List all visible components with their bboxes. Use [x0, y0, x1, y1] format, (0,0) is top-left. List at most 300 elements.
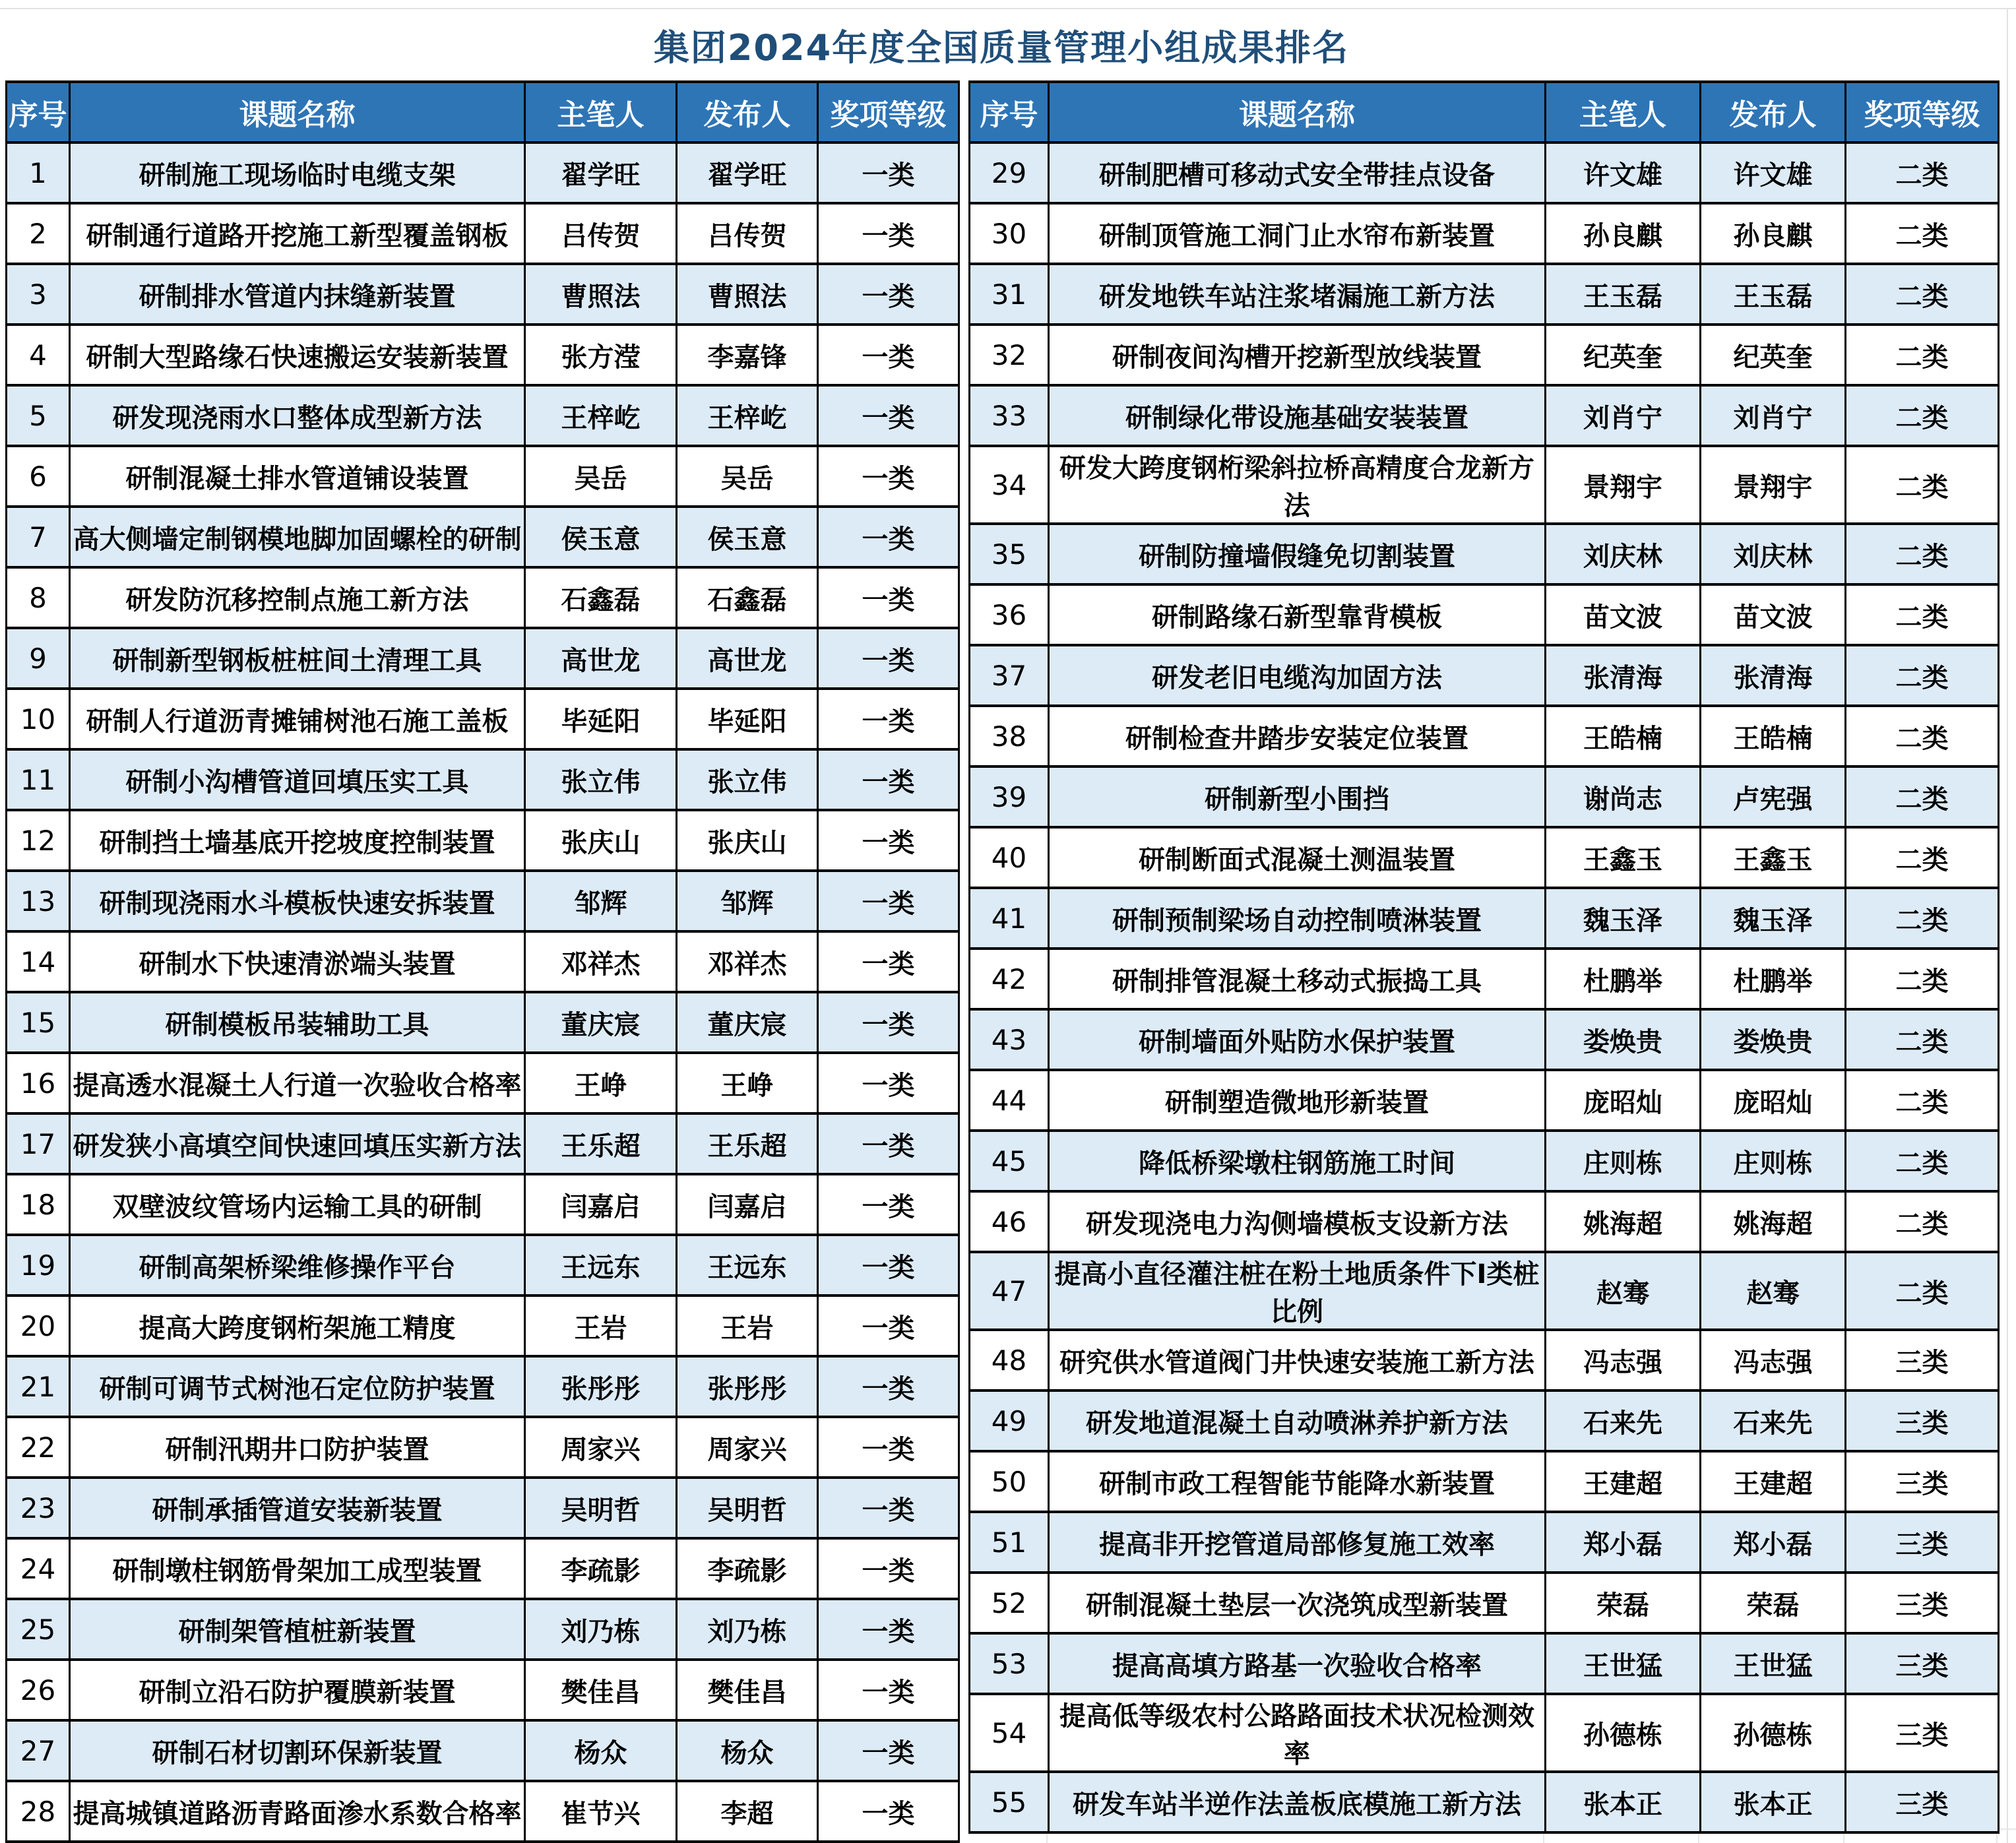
author-cell: 张立伟	[525, 749, 677, 810]
award-cell: 二类	[1846, 706, 1999, 766]
publisher-cell: 李嘉锋	[677, 325, 818, 385]
table-row	[7, 264, 959, 325]
author-cell: 王皓楠	[1546, 706, 1701, 766]
column-header-no: 序号	[970, 82, 1049, 142]
row-no-cell: 22	[7, 1417, 70, 1478]
award-cell: 一类	[818, 689, 959, 749]
row-no-cell: 14	[7, 931, 70, 992]
topic-cell: 研制路缘石新型靠背模板	[1049, 584, 1546, 645]
row-no-cell: 20	[7, 1296, 70, 1356]
row-no-cell: 25	[7, 1599, 70, 1660]
table-row	[7, 385, 959, 446]
row-no-cell: 31	[970, 264, 1049, 325]
publisher-cell: 孙德栋	[1701, 1694, 1846, 1772]
award-cell: 二类	[1846, 645, 1999, 706]
award-cell: 三类	[1846, 1390, 1999, 1451]
row-no-cell: 40	[970, 827, 1049, 888]
publisher-cell: 王建超	[1701, 1451, 1846, 1512]
table-row	[970, 949, 1999, 1009]
publisher-cell: 庞昭灿	[1701, 1070, 1846, 1131]
topic-cell: 研制高架桥梁维修操作平台	[70, 1235, 525, 1296]
table-row	[970, 1512, 1999, 1573]
author-cell: 翟学旺	[525, 142, 677, 203]
publisher-cell: 李疏影	[677, 1538, 818, 1599]
column-header-award: 奖项等级	[1846, 82, 1999, 142]
topic-cell: 研发车站半逆作法盖板底模施工新方法	[1049, 1772, 1546, 1832]
award-cell: 二类	[1846, 888, 1999, 949]
table-row	[7, 1478, 959, 1538]
topic-cell: 双壁波纹管场内运输工具的研制	[70, 1174, 525, 1235]
author-cell: 石来先	[1546, 1390, 1701, 1451]
award-cell: 一类	[818, 507, 959, 567]
topic-cell: 研制断面式混凝土测温装置	[1049, 827, 1546, 888]
award-cell: 二类	[1846, 1131, 1999, 1191]
author-cell: 吕传贺	[525, 203, 677, 264]
award-cell: 一类	[818, 1356, 959, 1417]
table-row	[7, 507, 959, 567]
row-no-cell: 16	[7, 1053, 70, 1113]
publisher-cell: 王鑫玉	[1701, 827, 1846, 888]
topic-cell: 研制架管植桩新装置	[70, 1599, 525, 1660]
topic-cell: 研制石材切割环保新装置	[70, 1720, 525, 1781]
author-cell: 崔节兴	[525, 1781, 677, 1842]
publisher-cell: 毕延阳	[677, 689, 818, 749]
row-no-cell: 24	[7, 1538, 70, 1599]
row-no-cell: 12	[7, 810, 70, 871]
award-cell: 三类	[1846, 1451, 1999, 1512]
author-cell: 姚海超	[1546, 1191, 1701, 1252]
award-cell: 一类	[818, 1660, 959, 1720]
author-cell: 曹照法	[525, 264, 677, 325]
row-no-cell: 26	[7, 1660, 70, 1720]
author-cell: 孙德栋	[1546, 1694, 1701, 1772]
publisher-cell: 杨众	[677, 1720, 818, 1781]
topic-cell: 研制承插管道安装新装置	[70, 1478, 525, 1538]
award-cell: 一类	[818, 1478, 959, 1538]
table-row	[970, 1772, 1999, 1832]
table-row	[7, 1113, 959, 1174]
author-cell: 周家兴	[525, 1417, 677, 1478]
table-row	[970, 1191, 1999, 1252]
award-cell: 二类	[1846, 1070, 1999, 1131]
table-row	[7, 446, 959, 507]
publisher-cell: 周家兴	[677, 1417, 818, 1478]
row-no-cell: 30	[970, 203, 1049, 264]
table-row	[7, 1296, 959, 1356]
award-cell: 一类	[818, 446, 959, 507]
author-cell: 魏玉泽	[1546, 888, 1701, 949]
table-row	[970, 827, 1999, 888]
topic-cell: 提高城镇道路沥青路面渗水系数合格率	[70, 1781, 525, 1842]
award-cell: 二类	[1846, 446, 1999, 524]
table-row	[970, 524, 1999, 584]
publisher-cell: 董庆宸	[677, 992, 818, 1053]
topic-cell: 研制防撞墙假缝免切割装置	[1049, 524, 1546, 584]
author-cell: 李疏影	[525, 1538, 677, 1599]
row-no-cell: 9	[7, 628, 70, 689]
author-cell: 刘乃栋	[525, 1599, 677, 1660]
table-row	[970, 1009, 1999, 1070]
topic-cell: 提高低等级农村公路路面技术状况检测效率	[1049, 1694, 1546, 1772]
author-cell: 邹辉	[525, 871, 677, 931]
row-no-cell: 34	[970, 446, 1049, 524]
table-row	[7, 749, 959, 810]
table-row	[970, 1131, 1999, 1191]
publisher-cell: 吕传贺	[677, 203, 818, 264]
column-header-publisher: 发布人	[1701, 82, 1846, 142]
topic-cell: 研制水下快速清淤端头装置	[70, 931, 525, 992]
publisher-cell: 刘肖宁	[1701, 385, 1846, 446]
award-cell: 一类	[818, 264, 959, 325]
topic-cell: 研制检查井踏步安装定位装置	[1049, 706, 1546, 766]
column-header-topic: 课题名称	[70, 82, 525, 142]
row-no-cell: 48	[970, 1330, 1049, 1390]
table-row	[970, 584, 1999, 645]
author-cell: 邓祥杰	[525, 931, 677, 992]
row-no-cell: 36	[970, 584, 1049, 645]
publisher-cell: 卢宪强	[1701, 766, 1846, 827]
topic-cell: 研发现浇雨水口整体成型新方法	[70, 385, 525, 446]
row-no-cell: 6	[7, 446, 70, 507]
publisher-cell: 景翔宇	[1701, 446, 1846, 524]
award-cell: 三类	[1846, 1573, 1999, 1633]
table-row	[970, 1070, 1999, 1131]
right-table-body	[970, 142, 1999, 1832]
table-row	[970, 888, 1999, 949]
publisher-cell: 翟学旺	[677, 142, 818, 203]
table-row	[7, 689, 959, 749]
publisher-cell: 吴岳	[677, 446, 818, 507]
author-cell: 侯玉意	[525, 507, 677, 567]
author-cell: 高世龙	[525, 628, 677, 689]
row-no-cell: 32	[970, 325, 1049, 385]
row-no-cell: 18	[7, 1174, 70, 1235]
author-cell: 张彤彤	[525, 1356, 677, 1417]
award-cell: 三类	[1846, 1694, 1999, 1772]
row-no-cell: 50	[970, 1451, 1049, 1512]
publisher-cell: 魏玉泽	[1701, 888, 1846, 949]
table-row	[7, 142, 959, 203]
topic-cell: 研制绿化带设施基础安装装置	[1049, 385, 1546, 446]
publisher-cell: 孙良麒	[1701, 203, 1846, 264]
award-cell: 二类	[1846, 203, 1999, 264]
award-cell: 一类	[818, 385, 959, 446]
publisher-cell: 刘庆林	[1701, 524, 1846, 584]
award-cell: 一类	[818, 1720, 959, 1781]
award-cell: 一类	[818, 931, 959, 992]
award-cell: 一类	[818, 1538, 959, 1599]
publisher-cell: 王玉磊	[1701, 264, 1846, 325]
award-cell: 一类	[818, 567, 959, 628]
table-row	[970, 264, 1999, 325]
topic-cell: 提高高填方路基一次验收合格率	[1049, 1633, 1546, 1694]
author-cell: 赵骞	[1546, 1252, 1701, 1330]
publisher-cell: 张本正	[1701, 1772, 1846, 1832]
row-no-cell: 53	[970, 1633, 1049, 1694]
publisher-cell: 苗文波	[1701, 584, 1846, 645]
publisher-cell: 冯志强	[1701, 1330, 1846, 1390]
excel-gridline-top	[0, 8, 2016, 9]
table-row	[970, 203, 1999, 264]
topic-cell: 研发地铁车站注浆堵漏施工新方法	[1049, 264, 1546, 325]
author-cell: 许文雄	[1546, 142, 1701, 203]
author-cell: 王乐超	[525, 1113, 677, 1174]
row-no-cell: 23	[7, 1478, 70, 1538]
publisher-cell: 姚海超	[1701, 1191, 1846, 1252]
topic-cell: 研制墙面外贴防水保护装置	[1049, 1009, 1546, 1070]
award-cell: 二类	[1846, 264, 1999, 325]
topic-cell: 研制夜间沟槽开挖新型放线装置	[1049, 325, 1546, 385]
topic-cell: 研发老旧电缆沟加固方法	[1049, 645, 1546, 706]
publisher-cell: 许文雄	[1701, 142, 1846, 203]
award-cell: 一类	[818, 142, 959, 203]
topic-cell: 研制挡土墙基底开挖坡度控制装置	[70, 810, 525, 871]
publisher-cell: 赵骞	[1701, 1252, 1846, 1330]
table-row	[970, 766, 1999, 827]
row-no-cell: 35	[970, 524, 1049, 584]
topic-cell: 研发狭小高填空间快速回填压实新方法	[70, 1113, 525, 1174]
award-cell: 二类	[1846, 385, 1999, 446]
row-no-cell: 8	[7, 567, 70, 628]
table-row	[7, 1174, 959, 1235]
award-cell: 二类	[1846, 827, 1999, 888]
author-cell: 杜鹏举	[1546, 949, 1701, 1009]
row-no-cell: 7	[7, 507, 70, 567]
author-cell: 王岩	[525, 1296, 677, 1356]
table-row	[970, 1390, 1999, 1451]
award-cell: 一类	[818, 1781, 959, 1842]
table-row	[970, 385, 1999, 446]
award-cell: 一类	[818, 1053, 959, 1113]
left-table-body	[7, 142, 959, 1842]
row-no-cell: 28	[7, 1781, 70, 1842]
column-header-award: 奖项等级	[818, 82, 959, 142]
topic-cell: 提高透水混凝土人行道一次验收合格率	[70, 1053, 525, 1113]
award-cell: 一类	[818, 325, 959, 385]
table-row	[970, 1451, 1999, 1512]
author-cell: 杨众	[525, 1720, 677, 1781]
award-cell: 一类	[818, 1113, 959, 1174]
row-no-cell: 33	[970, 385, 1049, 446]
award-cell: 一类	[818, 203, 959, 264]
table-row	[970, 325, 1999, 385]
table-row	[7, 325, 959, 385]
publisher-cell: 樊佳昌	[677, 1660, 818, 1720]
topic-cell: 研制模板吊装辅助工具	[70, 992, 525, 1053]
publisher-cell: 张立伟	[677, 749, 818, 810]
award-cell: 二类	[1846, 766, 1999, 827]
topic-cell: 研制小沟槽管道回填压实工具	[70, 749, 525, 810]
row-no-cell: 55	[970, 1772, 1049, 1832]
publisher-cell: 闫嘉启	[677, 1174, 818, 1235]
topic-cell: 研制混凝土排水管道铺设装置	[70, 446, 525, 507]
publisher-cell: 曹照法	[677, 264, 818, 325]
topic-cell: 研制墩柱钢筋骨架加工成型装置	[70, 1538, 525, 1599]
table-row	[7, 1235, 959, 1296]
header-row	[970, 82, 1999, 142]
publisher-cell: 张清海	[1701, 645, 1846, 706]
award-cell: 一类	[818, 1417, 959, 1478]
topic-cell: 研发地道混凝土自动喷淋养护新方法	[1049, 1390, 1546, 1451]
table-row	[970, 142, 1999, 203]
table-row	[970, 1252, 1999, 1330]
award-cell: 一类	[818, 810, 959, 871]
publisher-cell: 邹辉	[677, 871, 818, 931]
topic-cell: 研制顶管施工洞门止水帘布新装置	[1049, 203, 1546, 264]
publisher-cell: 侯玉意	[677, 507, 818, 567]
publisher-cell: 张彤彤	[677, 1356, 818, 1417]
row-no-cell: 38	[970, 706, 1049, 766]
award-cell: 三类	[1846, 1633, 1999, 1694]
award-cell: 二类	[1846, 1009, 1999, 1070]
publisher-cell: 王世猛	[1701, 1633, 1846, 1694]
author-cell: 刘庆林	[1546, 524, 1701, 584]
table-row	[7, 1720, 959, 1781]
author-cell: 苗文波	[1546, 584, 1701, 645]
author-cell: 王玉磊	[1546, 264, 1701, 325]
row-no-cell: 47	[970, 1252, 1049, 1330]
topic-cell: 研制立沿石防护覆膜新装置	[70, 1660, 525, 1720]
excel-gridline-right-margin	[2007, 8, 2008, 1843]
row-no-cell: 3	[7, 264, 70, 325]
table-row	[7, 1053, 959, 1113]
row-no-cell: 51	[970, 1512, 1049, 1573]
table-row	[7, 992, 959, 1053]
row-no-cell: 11	[7, 749, 70, 810]
table-row	[970, 1330, 1999, 1390]
topic-cell: 降低桥梁墩柱钢筋施工时间	[1049, 1131, 1546, 1191]
topic-cell: 研制排水管道内抹缝新装置	[70, 264, 525, 325]
topic-cell: 研制汛期井口防护装置	[70, 1417, 525, 1478]
award-cell: 二类	[1846, 584, 1999, 645]
table-row	[970, 706, 1999, 766]
topic-cell: 研制新型钢板桩桩间土清理工具	[70, 628, 525, 689]
table-row	[7, 810, 959, 871]
table-row	[7, 1356, 959, 1417]
author-cell: 吴岳	[525, 446, 677, 507]
topic-cell: 研制大型路缘石快速搬运安装新装置	[70, 325, 525, 385]
award-cell: 二类	[1846, 1252, 1999, 1330]
author-cell: 张本正	[1546, 1772, 1701, 1832]
author-cell: 吴明哲	[525, 1478, 677, 1538]
publisher-cell: 李超	[677, 1781, 818, 1842]
publisher-cell: 王乐超	[677, 1113, 818, 1174]
topic-cell: 研制预制梁场自动控制喷淋装置	[1049, 888, 1546, 949]
table-row	[7, 1599, 959, 1660]
award-cell: 一类	[818, 749, 959, 810]
author-cell: 王峥	[525, 1053, 677, 1113]
publisher-cell: 庄则栋	[1701, 1131, 1846, 1191]
author-cell: 张清海	[1546, 645, 1701, 706]
author-cell: 娄焕贵	[1546, 1009, 1701, 1070]
author-cell: 毕延阳	[525, 689, 677, 749]
author-cell: 纪英奎	[1546, 325, 1701, 385]
award-cell: 二类	[1846, 524, 1999, 584]
publisher-cell: 石鑫磊	[677, 567, 818, 628]
topic-cell: 研制施工现场临时电缆支架	[70, 142, 525, 203]
award-cell: 二类	[1846, 325, 1999, 385]
topic-cell: 研制塑造微地形新装置	[1049, 1070, 1546, 1131]
row-no-cell: 5	[7, 385, 70, 446]
author-cell: 郑小磊	[1546, 1512, 1701, 1573]
award-cell: 二类	[1846, 949, 1999, 1009]
row-no-cell: 27	[7, 1720, 70, 1781]
table-row	[970, 446, 1999, 524]
publisher-cell: 高世龙	[677, 628, 818, 689]
author-cell: 庄则栋	[1546, 1131, 1701, 1191]
award-cell: 一类	[818, 1235, 959, 1296]
row-no-cell: 21	[7, 1356, 70, 1417]
topic-cell: 研制新型小围挡	[1049, 766, 1546, 827]
award-cell: 一类	[818, 1174, 959, 1235]
topic-cell: 高大侧墙定制钢模地脚加固螺栓的研制	[70, 507, 525, 567]
award-cell: 一类	[818, 628, 959, 689]
author-cell: 闫嘉启	[525, 1174, 677, 1235]
topic-cell: 研制人行道沥青摊铺树池石施工盖板	[70, 689, 525, 749]
topic-cell: 研制排管混凝土移动式振捣工具	[1049, 949, 1546, 1009]
topic-cell: 研制市政工程智能节能降水新装置	[1049, 1451, 1546, 1512]
author-cell: 谢尚志	[1546, 766, 1701, 827]
table-row	[7, 1417, 959, 1478]
row-no-cell: 29	[970, 142, 1049, 203]
row-no-cell: 46	[970, 1191, 1049, 1252]
row-no-cell: 52	[970, 1573, 1049, 1633]
row-no-cell: 1	[7, 142, 70, 203]
row-no-cell: 2	[7, 203, 70, 264]
author-cell: 王鑫玉	[1546, 827, 1701, 888]
topic-cell: 提高小直径灌注桩在粉土地质条件下Ⅰ类桩比例	[1049, 1252, 1546, 1330]
author-cell: 张庆山	[525, 810, 677, 871]
topic-cell: 研制可调节式树池石定位防护装置	[70, 1356, 525, 1417]
author-cell: 王远东	[525, 1235, 677, 1296]
table-row	[970, 1694, 1999, 1772]
publisher-cell: 石来先	[1701, 1390, 1846, 1451]
ranking-table-left	[5, 80, 960, 1843]
author-cell: 庞昭灿	[1546, 1070, 1701, 1131]
table-row	[970, 1573, 1999, 1633]
author-cell: 张方滢	[525, 325, 677, 385]
award-cell: 三类	[1846, 1772, 1999, 1832]
publisher-cell: 张庆山	[677, 810, 818, 871]
author-cell: 冯志强	[1546, 1330, 1701, 1390]
page-title: 集团2024年度全国质量管理小组成果排名	[653, 26, 1350, 69]
publisher-cell: 荣磊	[1701, 1573, 1846, 1633]
award-cell: 三类	[1846, 1512, 1999, 1573]
column-header-no: 序号	[7, 82, 70, 142]
topic-cell: 研制肥槽可移动式安全带挂点设备	[1049, 142, 1546, 203]
table-row	[7, 1781, 959, 1842]
author-cell: 樊佳昌	[525, 1660, 677, 1720]
author-cell: 景翔宇	[1546, 446, 1701, 524]
publisher-cell: 郑小磊	[1701, 1512, 1846, 1573]
author-cell: 刘肖宁	[1546, 385, 1701, 446]
author-cell: 石鑫磊	[525, 567, 677, 628]
table-row	[7, 203, 959, 264]
table-row	[7, 871, 959, 931]
column-header-author: 主笔人	[525, 82, 677, 142]
award-cell: 三类	[1846, 1330, 1999, 1390]
table-row	[7, 931, 959, 992]
table-row	[970, 645, 1999, 706]
row-no-cell: 43	[970, 1009, 1049, 1070]
author-cell: 王世猛	[1546, 1633, 1701, 1694]
column-header-topic: 课题名称	[1049, 82, 1546, 142]
award-cell: 二类	[1846, 1191, 1999, 1252]
author-cell: 王梓屹	[525, 385, 677, 446]
table-row	[7, 567, 959, 628]
award-cell: 一类	[818, 992, 959, 1053]
publisher-cell: 纪英奎	[1701, 325, 1846, 385]
